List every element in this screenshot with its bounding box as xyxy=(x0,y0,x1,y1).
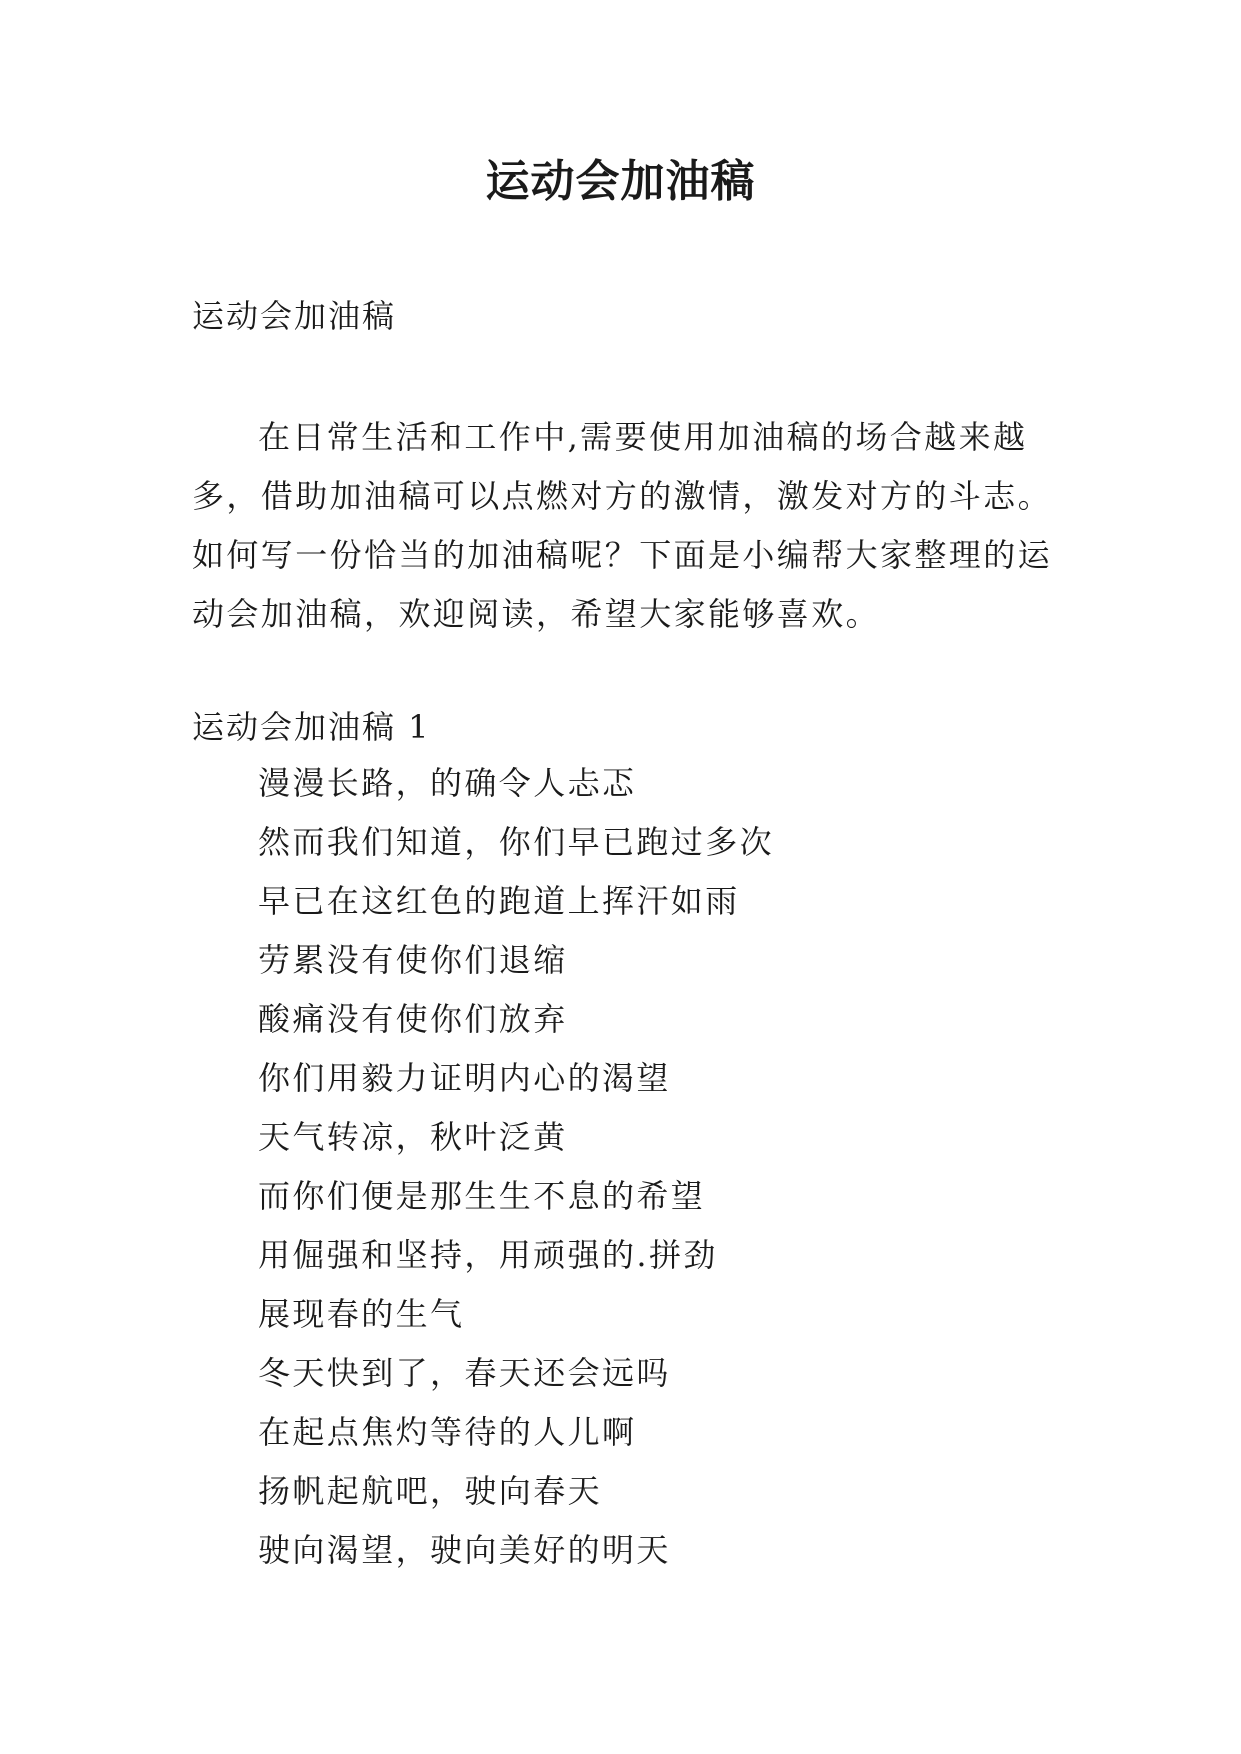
poem-line: 而你们便是那生生不息的希望 xyxy=(258,1177,706,1215)
poem-line: 驶向渴望，驶向美好的明天 xyxy=(258,1531,671,1569)
poem-line: 劳累没有使你们退缩 xyxy=(258,941,568,979)
poem-line: 你们用毅力证明内心的渴望 xyxy=(258,1059,671,1097)
poem-line: 漫漫长路，的确令人忐忑 xyxy=(258,764,637,802)
poem-line: 早已在这红色的跑道上挥汗如雨 xyxy=(258,882,740,920)
section-heading: 运动会加油稿 1 xyxy=(192,708,431,746)
poem-line: 用倔强和坚持，用顽强的.拼劲 xyxy=(258,1236,718,1274)
poem-line: 天气转凉，秋叶泛黄 xyxy=(258,1118,568,1156)
poem-line: 然而我们知道，你们早已跑过多次 xyxy=(258,823,775,861)
poem-line: 冬天快到了，春天还会远吗 xyxy=(258,1354,671,1392)
poem-line: 扬帆起航吧，驶向春天 xyxy=(258,1472,603,1510)
page-title: 运动会加油稿 xyxy=(485,156,756,207)
poem xyxy=(258,754,774,1580)
document-subtitle: 运动会加油稿 xyxy=(192,297,397,335)
poem-line: 酸痛没有使你们放弃 xyxy=(258,1000,568,1038)
poem-line: 在起点焦灼等待的人儿啊 xyxy=(258,1413,637,1451)
poem-line: 展现春的生气 xyxy=(258,1295,465,1333)
intro-paragraph: 在日常生活和工作中,需要使用加油稿的场合越来越多，借助加油稿可以点燃对方的激情，激发对方的斗志。如何写一份恰当的加油稿呢？下面是小编帮大家整理的运动会加油稿，欢迎阅读，希望大家能够喜欢。 xyxy=(192,418,1053,633)
